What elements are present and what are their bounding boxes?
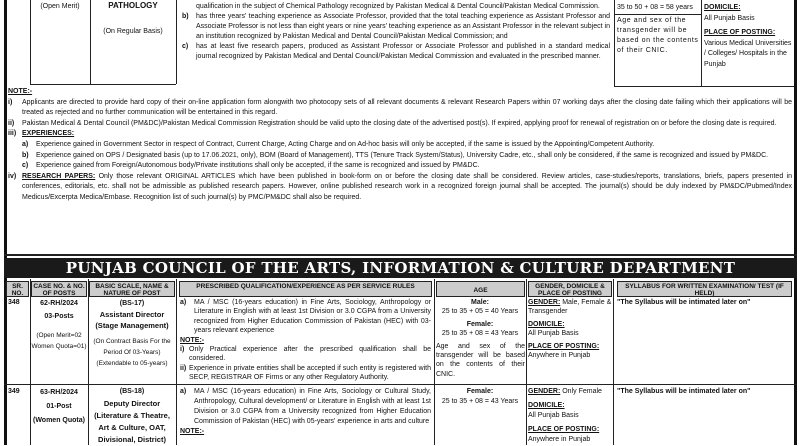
post-name: Deputy Director (Literature & Theatre, Art & Culture, OAT, Divisional, District) [94, 399, 170, 444]
sr-no: 348 [8, 299, 20, 306]
notes-title: NOTE:- [8, 88, 33, 95]
case-no: 62-RH/2024 [40, 300, 78, 307]
department-banner: PUNJAB COUNCIL OF THE ARTS, INFORMATION & CULTURE DEPARTMENT [4, 258, 797, 278]
case-cell [30, 298, 88, 352]
divider [30, 84, 176, 85]
domicile-value: All Punjab Basis [704, 14, 755, 22]
posting-value: Anywhere in Punjab [528, 352, 591, 360]
divider [30, 0, 31, 84]
post-name: PATHOLOGY [108, 1, 158, 10]
syllabus: "The Syllabus will be intimated later on" [617, 388, 751, 395]
note-ii: Pakistan Medical & Dental Council (PM&DC)/Pakistan Medical Commission Registration should be valid upto the closing date of the advertised post(s). If expired, applying proof for renewal of registration on or before the closing date is required. [22, 119, 777, 127]
note-iii-b: Experience gained on OPS / Designated basis (up to 17.06.2021, only), BOM (Board of Management), TTS (Tenure Track System/Status), University Cadre, etc., shall only be considered, if the same is recognized and issued by PM&DC. [36, 151, 769, 159]
divider [614, 14, 701, 15]
category: (Open Merit) [40, 3, 80, 10]
posting-label: PLACE OF POSTING: [528, 342, 600, 350]
notes-section: NOTE:- i) Applicants are directed to provide hard copy of their on-line application form alongwith two photocopy sets of all relevant documents & relevant Research Papers within 07 working days after the closing date failing which their applications will be treated as rejected and no further communication will be entertained in this regard. ii) Pakistan Medical & Dental Council (PM&DC)/Pakistan Medical Commission Registration should be valid upto the closing date of the advertised post(s). If expired, applying proof for renewal of registration on or before the closing date is required. iii) EXPERIENCES: a) Experience gained in Government Sector in respect of Contract, Current Charge, Acting Charge and on Ad-hoc basis will only be accepted, if the same is issued by the Appointing/Competent Authority. b) Experience gained on OPS / Designated basis (up to 17.06.2021, only), BOM (Board of Management), TTS (Tenure Track System/Status), University Cadre, etc., shall only be considered, if the same is recognized and issued by PM&DC. c) Experience gained from Foreign/Autonomous body/Private institutions shall only be accepted, if the same is recognized and issued by PM&DC. iv) RESEARCH PAPERS: Only those relevant ORIGINAL ARTICLES which have been published in book-form on or before the closing date shall be considered. Review articles, case-studies/reports, translations, briefs, papers presented in conferences, editorials, etc. shall not be admissible as published research papers. However, online published research work in a recognized foreign journal shall be accepted. The journal(s) should be duly indexed by PM&DC/Pubmed/Index Medicus/Excerpta Medica/Embase. Recognition list of such journal(s) by PMC/PM&DC shall also be required. [8, 88, 793, 201]
domicile-posting [704, 3, 794, 71]
post-cell [88, 298, 176, 369]
quota: (Open Merit=02 Women Quota=01) [31, 332, 87, 350]
post-nature: (On Regular Basis) [103, 28, 163, 35]
gender-label: GENDER: [528, 388, 561, 395]
age-note: Age and sex of the transgender will be based on the contents of their CNIC. [436, 342, 525, 378]
age-female: 25 to 35 + 08 = 43 Years [441, 330, 519, 338]
age-female-label: Female: [466, 320, 494, 328]
age-male: 25 to 35 + 05 = 40 Years [441, 308, 519, 316]
posting-value: Anywhere in Punjab [528, 436, 591, 443]
note-ii: Experience in private entities shall be accepted if such entity is registered with SECP, REGISTRAR OF Firms or any other Regulatory Authority. [189, 364, 431, 382]
research-papers-title: RESEARCH PAPERS: [22, 172, 96, 180]
post-nature: (On Contract Basis For the Period Of 03-Years) [93, 338, 171, 356]
divider [614, 0, 615, 86]
quota: (Women Quota) [33, 417, 85, 424]
note-i: Only Practical experience after the prescribed qualification shall be considered. [189, 346, 431, 363]
divider [176, 279, 177, 445]
divider [613, 279, 614, 445]
header-sr: SR. NO. [6, 281, 29, 297]
header-age: AGE [436, 281, 525, 297]
posting-label: PLACE OF POSTING: [704, 29, 776, 37]
note-iii-c: Experience gained from Foreign/Autonomous body/Private institutions shall only be accepted, if the same is recognized and issued by PM&DC. [36, 162, 480, 170]
age-cell [434, 387, 526, 407]
scale: (BS-17) [119, 300, 145, 307]
gender-label: GENDER: [528, 299, 561, 306]
age-female: 25 to 35 + 08 = 43 Years [441, 398, 519, 405]
note-iv: Only those relevant ORIGINAL ARTICLES which have been published in book-form on or before the closing date shall be considered. Review articles, case-studies/reports, translations, briefs, papers presented in conferences, editorials, etc. shall not be admissible as published research papers. However, online published research work in a recognized foreign journal shall be accepted. The journal(s) should be duly indexed by PM&DC/Pubmed/Index Medicus/Excerpta Medica/Embase. Recognition list of such journal(s) by PMC/PM&DC shall also be required. [22, 172, 793, 201]
header-qualification: PRESCRIBED QUALIFICATION/EXPERIENCE AS PER SERVICE RULES [179, 281, 432, 297]
experiences-title: EXPERIENCES: [22, 130, 75, 138]
divider [90, 0, 91, 84]
post-count: 01-Post [46, 403, 72, 410]
divider [526, 279, 527, 445]
posting-value: Various Medical Universities / Colleges/ Hospitals in the Punjab [704, 39, 792, 68]
qual-a: MA / MSC (16-years education) in Fine Arts, Sociology or Cultural Study, Anthropology, Cultural development/ or Literature in English with at least 1st Division or 3.0 CGPA from a University recognized from Higher Education Commission of Pakistan (HEC) with 05-years' experience in arts and culture [194, 388, 431, 425]
age: 35 to 50 + 08 = 58 years [617, 4, 693, 11]
qual-b-text: has three years' teaching experience as Associate Professor, provided that the total teaching experience as Assistant Professor and Associate Professor is not less than eight years or nine years' teaching experience as an Assistant Professor in the relevant subject in an institution recognized by Pakistan Medical and Dental Council/Pakistan Medical Commission; and [196, 13, 610, 40]
domicile-value: All Punjab Basis [528, 330, 579, 338]
divider [701, 0, 702, 86]
gender-value: Male, Female & Transgender [528, 299, 612, 316]
sr-no: 349 [8, 388, 20, 395]
age-female-label: Female: [466, 388, 494, 395]
gender-cell [528, 387, 613, 445]
qualification-cell: a) MA / MSC (16-years education) in Fine Arts, Sociology, Anthropology or Literature in English with at least 1st Division or 3.0 CGPA from a University recognized from Higher Education Commission of Pakistan (HEC) with 03-years relevant experience NOTE:- i) Only Practical experience after the prescribed qualification shall be considered. ii) Experience in private entities shall be accepted if such entity is registered with SECP, REGISTRAR OF Firms or any other Regulatory Authority. [180, 299, 431, 382]
note-title: NOTE:- [180, 428, 205, 435]
divider [4, 384, 797, 385]
posting-label: PLACE OF POSTING: [528, 426, 600, 433]
age-cell [434, 298, 526, 379]
age-note: Age and sex of the transgender will be based on the contents of their CNIC. [617, 17, 699, 54]
syllabus: "The Syllabus will be intimated later on" [617, 299, 751, 306]
note-iii-a: Experience gained in Government Sector in respect of Contract, Current Charge, Acting Charge and on Ad-hoc basis will only be accepted, if the same is issued by the Appointing/Competent Authority. [36, 140, 655, 148]
post-cell [88, 386, 176, 446]
post-count: 03-Posts [44, 313, 74, 320]
qual-c-text: has at least five research papers, produced as Assistant Professor or Associate Professor and published in a standard medical journal recognized by Pakistan Medical and Dental Council/Pakistan Medical Commission and evaluated in the prescribed manner. [196, 43, 610, 60]
domicile-label: DOMICILE: [528, 320, 565, 328]
gender-cell [528, 298, 613, 360]
qualification-block: qualification in the subject of Chemical Pathology recognized by Pakistan Medical & Dental Council/Pakistan Medical Commission. b) has three years' teaching experience as Associate Professor, provided that the total teaching experience as Assistant Professor and Associate Professor is not less than eight years or nine years' teaching experience as an Assistant Professor in the relevant subject in an institution recognized by Pakistan Medical and Dental Council/Pakistan Medical Commission; and c) has at least five research papers, produced as Assistant Professor or Associate Professor and published in a standard medical journal recognized by Pakistan Medical and Dental Council/Pakistan Medical Commission and evaluated in the prescribed manner. [182, 3, 610, 60]
header-case: CASE NO. & NO. OF POSTS [31, 281, 87, 297]
age-male-label: Male: [471, 299, 489, 306]
qual-a-text: qualification in the subject of Chemical Pathology recognized by Pakistan Medical & Dental Council/Pakistan Medical Commission. [196, 3, 600, 10]
case-cell [30, 387, 88, 427]
post-extension: (Extendable to 05-years) [96, 360, 168, 367]
domicile-value: All Punjab Basis [528, 412, 579, 419]
note-title: NOTE:- [180, 336, 205, 344]
post-name: Assistant Director (Stage Management) [95, 310, 169, 330]
divider [176, 0, 177, 84]
header-gender: GENDER, DOMICILE & PLACE OF POSTING [528, 281, 612, 297]
qualification-cell: a) MA / MSC (16-years education) in Fine Arts, Sociology or Cultural Study, Anthropology, Cultural development/ or Literature in English with at least 1st Division or 3.0 CGPA from a University recognized from Higher Education Commission of Pakistan (HEC) with 05-years' experience in arts and culture NOTE:- [180, 388, 431, 435]
case-no: 63-RH/2024 [40, 389, 78, 396]
scale: (BS-18) [119, 388, 145, 395]
header-scale: BASIC SCALE, NAME & NATURE OF POST [89, 281, 175, 297]
domicile-label: DOMICILE: [704, 4, 741, 11]
gender-value: Only Female [560, 388, 602, 395]
domicile-label: DOMICILE: [528, 402, 565, 409]
header-syllabus: SYLLABUS FOR WRITTEN EXAMINATION/ TEST (IF HELD) [617, 281, 792, 297]
note-i: Applicants are directed to provide hard copy of their on-line application form alongwith two photocopy sets of all relevant documents & relevant Research Papers within 07 working days after the closing date failing which their applications will be treated as rejected and no further communication will be entertained in this regard. [22, 98, 792, 117]
divider [4, 254, 797, 256]
qual-a: MA / MSC (16-years education) in Fine Arts, Sociology, Anthropology or Literature in English with at least 1st Division or 3.0 CGPA from a University recognized from Higher Education Commission of Pakistan (HEC) with 03-years relevant experience [194, 299, 431, 335]
